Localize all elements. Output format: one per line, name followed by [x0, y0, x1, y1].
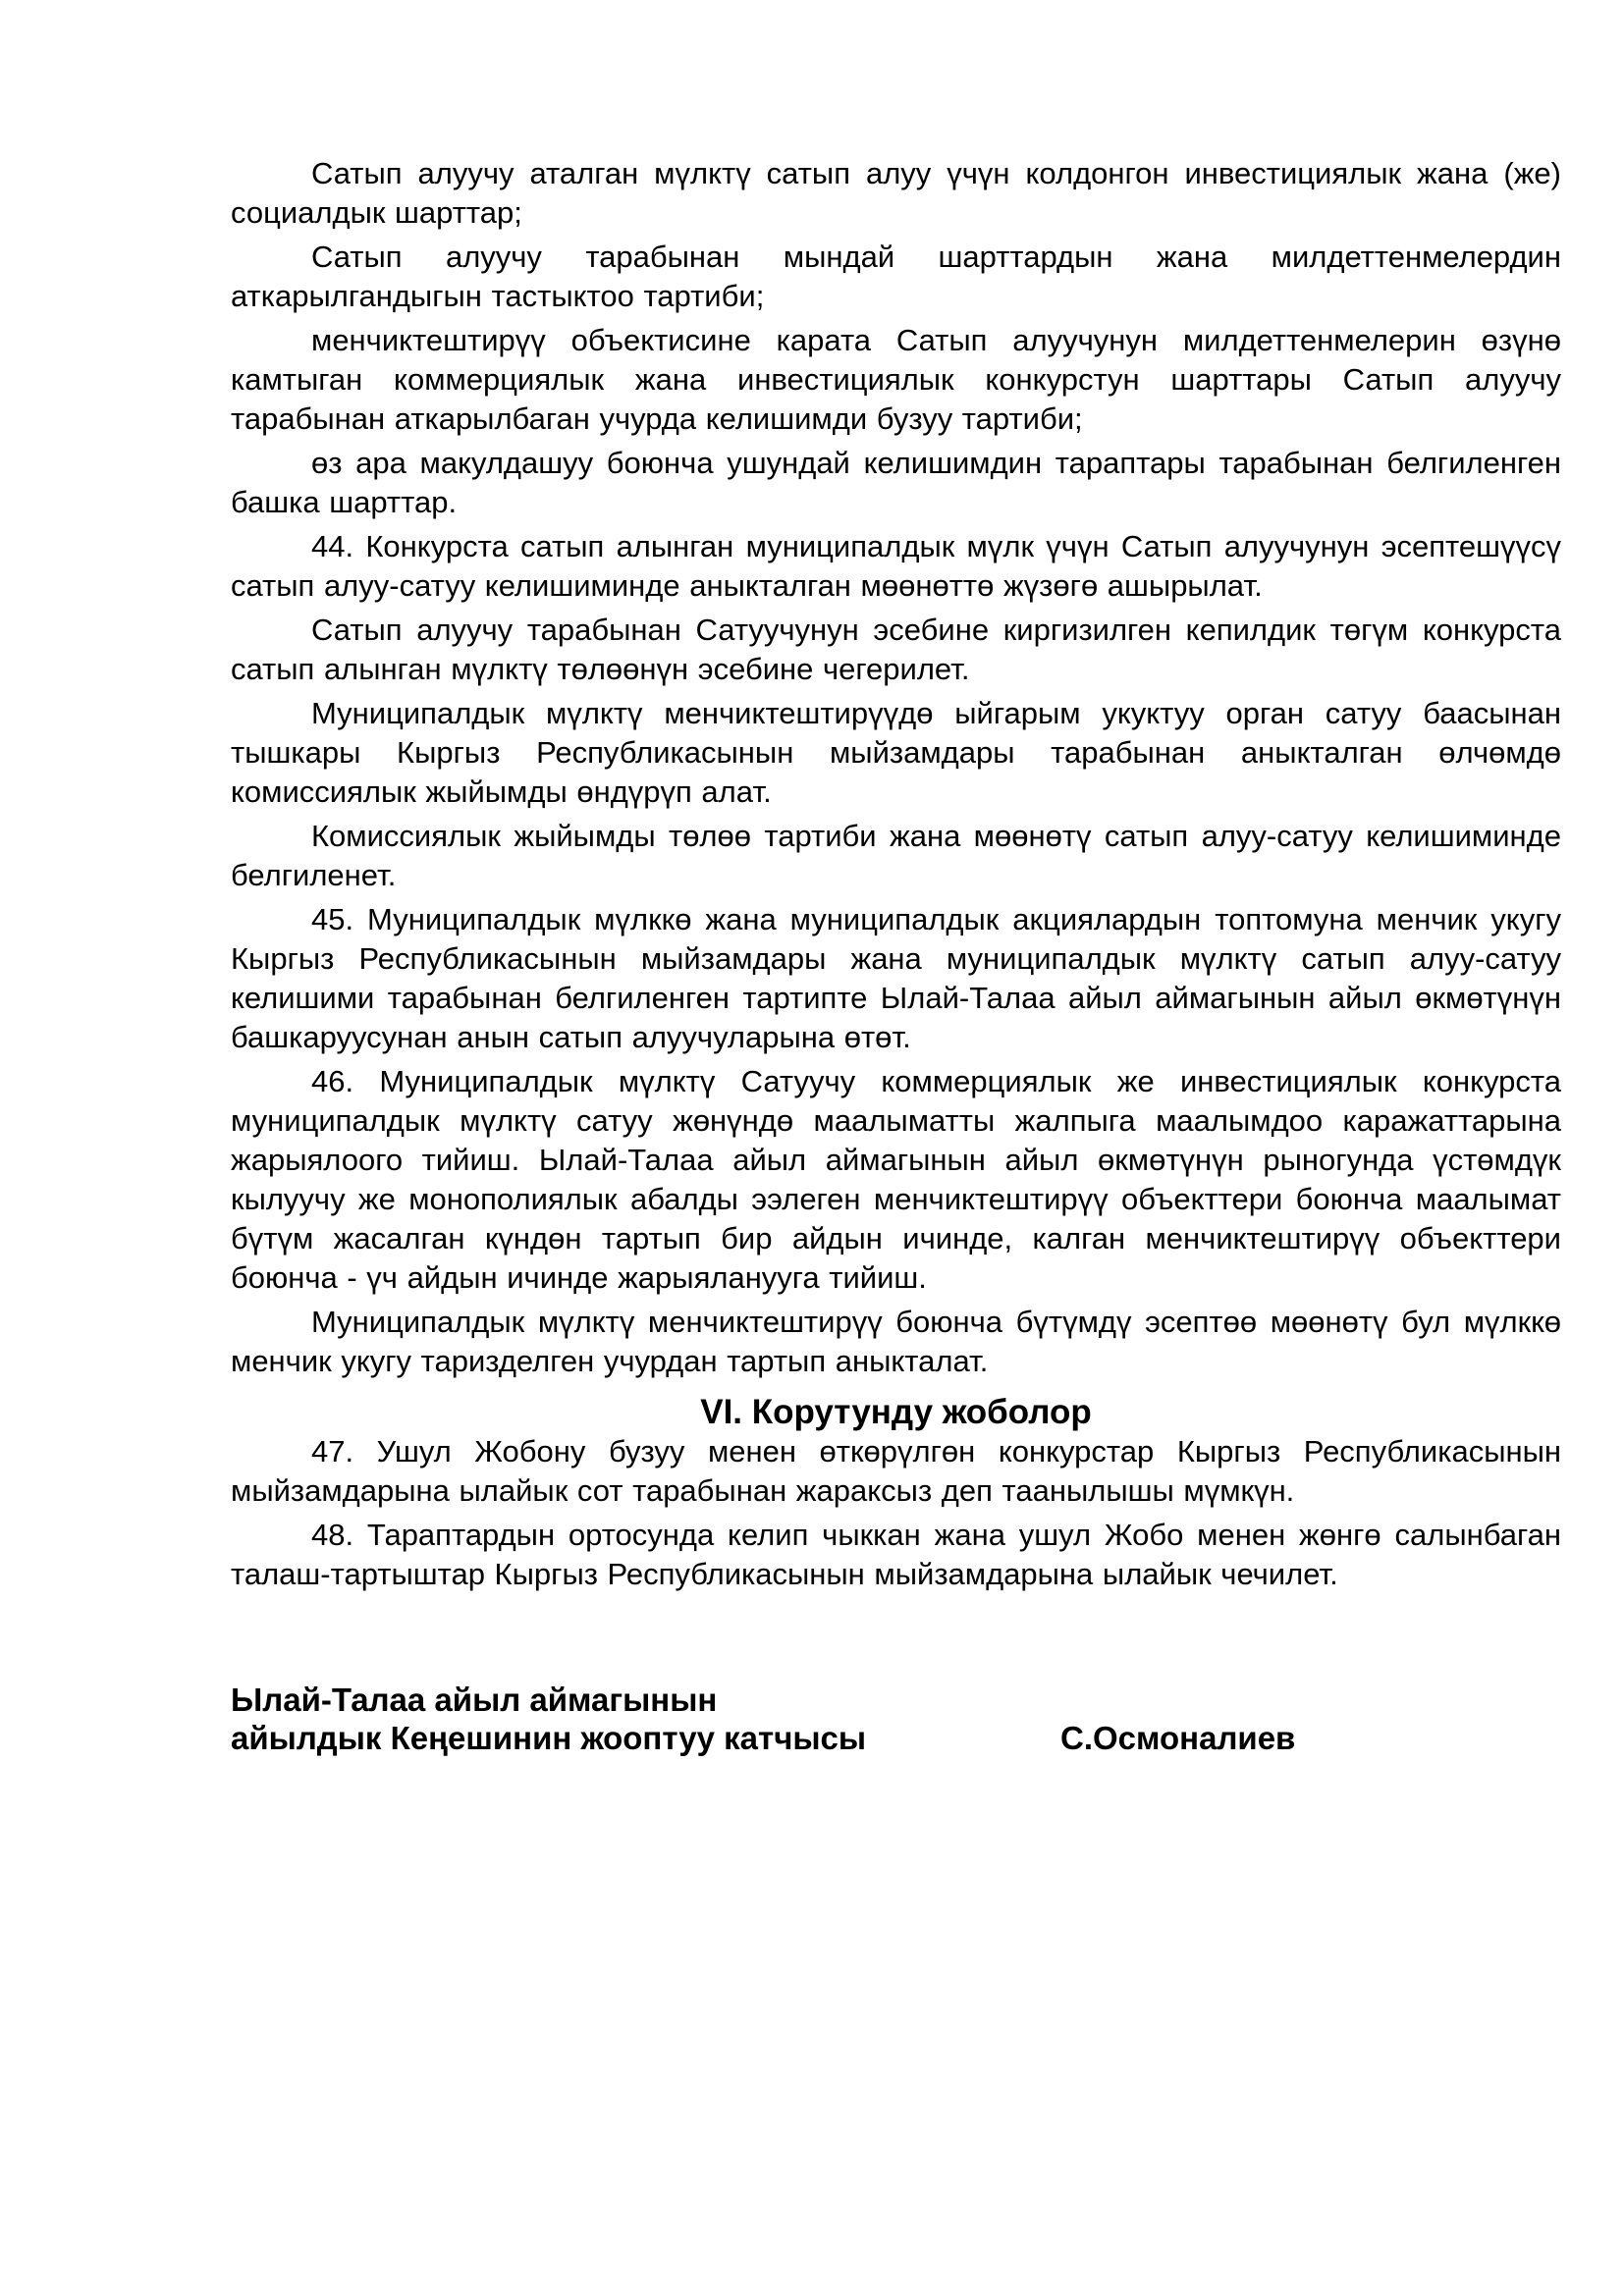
- body-paragraph: менчиктештирүү объектисине карата Сатып алуучунун милдеттенмелерин өзүнө камтыган коммерциялык жана инвестициялык конкурстун шарттары Сатып алуучу тарабынан аткарылбаган учурда келишимди бузуу тартиби;: [231, 323, 1561, 436]
- body-paragraph: 47. Ушул Жобону бузуу менен өткөрүлгөн конкурстар Кыргыз Республикасынын мыйзамдарына ылайык сот тарабынан жараксыз деп таанылышы мүмкүн.: [231, 1434, 1561, 1508]
- body-paragraph: Комиссиялык жыйымды төлөө тартиби жана мөөнөтү сатып алуу-сатуу келишиминде белгиленет.: [231, 819, 1561, 892]
- body-paragraph: Сатып алуучу тарабынан Сатуучунун эсебине киргизилген кепилдик төгүм конкурста сатып алынган мүлктү төлөөнүн эсебине чегерилет.: [231, 613, 1561, 686]
- signature-title-line: [231, 1719, 1561, 1757]
- body-paragraph: Сатып алуучу аталган мүлктү сатып алуу үчүн колдонгон инвестициялык жана (же) социалдык шарттар;: [231, 156, 1561, 230]
- body-paragraph: Муниципалдык мүлктү менчиктештирүү боюнча бүтүмдү эсептөө мөөнөтү бул мүлккө менчик укугу таризделген учурдан тартып аныкталат.: [231, 1305, 1561, 1378]
- body-paragraph: 45. Муниципалдык мүлккө жана муниципалдык акциялардын топтомуна менчик укугу Кыргыз Республикасынын мыйзамдары жана муниципалдык мүлктү сатып алуу-сатуу келишими тарабынан белгиленген тартипте Ылай-Талаа айыл аймагынын айыл өкмөтүнүн башкаруусунан анын сатып алуучуларына өтөт.: [231, 902, 1561, 1054]
- signature-name: С.Осмоналиев: [1060, 1720, 1296, 1756]
- body-paragraph: Муниципалдык мүлктү менчиктештирүүдө ыйгарым укуктуу орган сатуу баасынан тышкары Кыргыз Республикасынын мыйзамдары тарабынан аныкталган өлчөмдө комиссиялык жыйымды өндүрүп алат.: [231, 696, 1561, 809]
- signature-block: [231, 1681, 1561, 1757]
- body-paragraph: 48. Тараптардын ортосунда келип чыккан жана ушул Жобо менен жөнгө салынбаган талаш-тартыштар Кыргыз Республикасынын мыйзамдарына ылайык чечилет.: [231, 1518, 1561, 1591]
- body-paragraph: өз ара макулдашуу боюнча ушундай келишимдин тараптары тарабынан белгиленген башка шарттар.: [231, 446, 1561, 519]
- body-paragraph: 46. Муниципалдык мүлктү Сатуучу коммерциялык же инвестициялык конкурста муниципалдык мүлктү сатуу жөнүндө маалыматты жалпыга маалымдоо каражаттарына жарыялоого тийиш. Ылай-Талаа айыл аймагынын айыл өкмөтүнүн рыногунда үстөмдүк кылуучу же монополиялык абалды ээлеген менчиктештирүү объекттери боюнча маалымат бүтүм жасалган күндөн тартып бир айдын ичинде, калган менчиктештирүү объекттери боюнча - үч айдын ичинде жарыяланууга тийиш.: [231, 1064, 1561, 1295]
- signature-org-line: Ылай-Талаа айыл аймагынын: [231, 1682, 718, 1718]
- signature-title: айылдык Кеңешинин жооптуу катчысы: [231, 1720, 867, 1756]
- body-paragraph: Сатып алуучу тарабынан мындай шарттардын жана милдеттенмелердин аткарылгандыгын тастыктоо тартиби;: [231, 240, 1561, 313]
- section-heading: VI. Корутунду жоболор: [700, 1393, 1092, 1431]
- document-content: [231, 154, 1561, 1757]
- body-paragraph: 44. Конкурста сатып алынган муниципалдык мүлк үчүн Сатып алуучунун эсептешүүсү сатып алуу-сатуу келишиминде аныкталган мөөнөттө жүзөгө ашырылат.: [231, 529, 1561, 603]
